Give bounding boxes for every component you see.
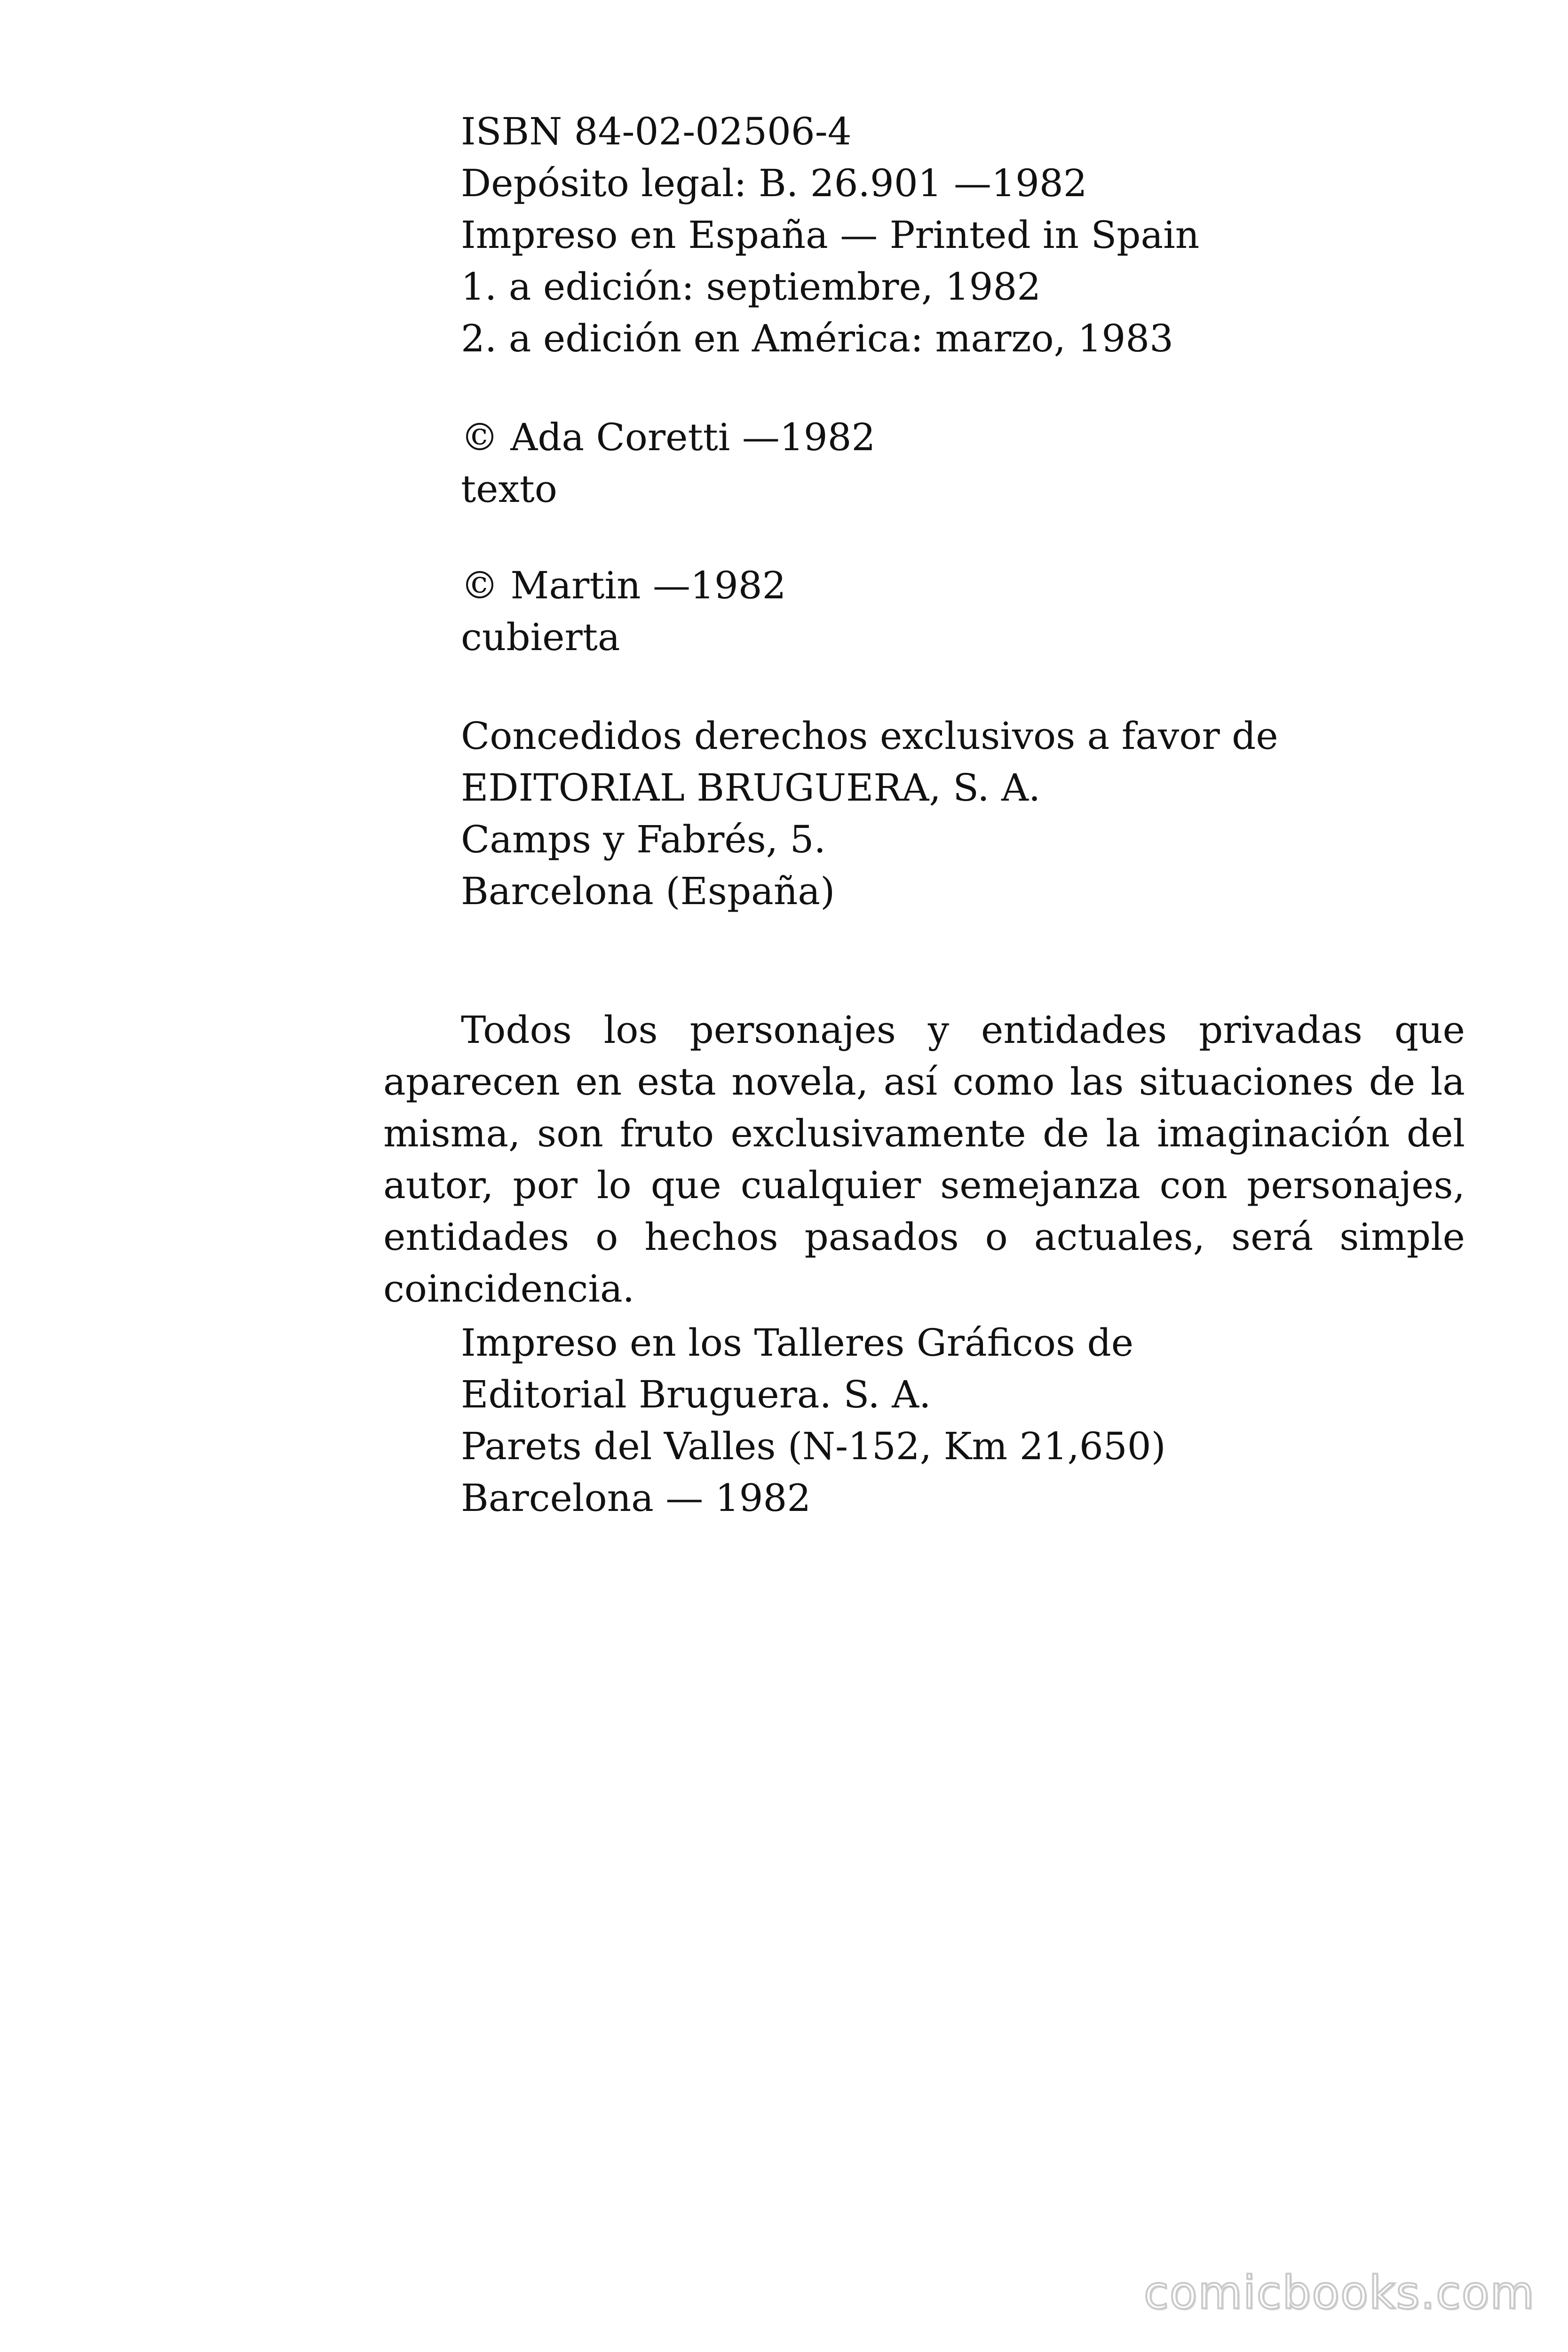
rights-address: Camps y Fabrés, 5. xyxy=(461,818,826,861)
second-edition-line: 2. a edición en América: marzo, 1983 xyxy=(461,317,1174,360)
printer-block xyxy=(461,1317,1166,1524)
printer-address: Parets del Valles (N-152, Km 21,650) xyxy=(461,1424,1166,1468)
printed-in-line: Impreso en España — Printed in Spain xyxy=(461,213,1200,257)
printer-line-1: Impreso en los Talleres Gráficos de xyxy=(461,1321,1134,1365)
rights-city: Barcelona (España) xyxy=(461,869,835,913)
deposito-legal-line: Depósito legal: B. 26.901 —1982 xyxy=(461,161,1087,205)
rights-block xyxy=(461,710,1278,917)
printer-city-year: Barcelona — 1982 xyxy=(461,1476,811,1520)
rights-line-1: Concedidos derechos exclusivos a favor de xyxy=(461,714,1278,758)
disclaimer-paragraph: Todos los personajes y entidades privadas que aparecen en esta novela, así como las situaciones de la misma, son fruto exclusivamente de la imaginación del autor, por lo que cualquier semejanza con personajes, entidades o hechos pasados o actuales, será simple coincidencia. xyxy=(383,1008,1465,1311)
cover-copyright-block xyxy=(461,560,786,663)
watermark-logo: comicbooks.com xyxy=(1143,2266,1535,2319)
cover-copyright-label: cubierta xyxy=(461,615,620,659)
printer-company: Editorial Bruguera. S. A. xyxy=(461,1373,931,1416)
rights-publisher: EDITORIAL BRUGUERA, S. A. xyxy=(461,766,1041,810)
imprint-block xyxy=(461,106,1199,365)
text-copyright-line: © Ada Coretti —1982 xyxy=(461,415,876,459)
text-copyright-block xyxy=(461,412,875,515)
text-copyright-label: texto xyxy=(461,467,557,511)
isbn-line: ISBN 84-02-02506-4 xyxy=(461,110,852,153)
first-edition-line: 1. a edición: septiembre, 1982 xyxy=(461,265,1041,309)
cover-copyright-line: © Martin —1982 xyxy=(461,564,786,607)
